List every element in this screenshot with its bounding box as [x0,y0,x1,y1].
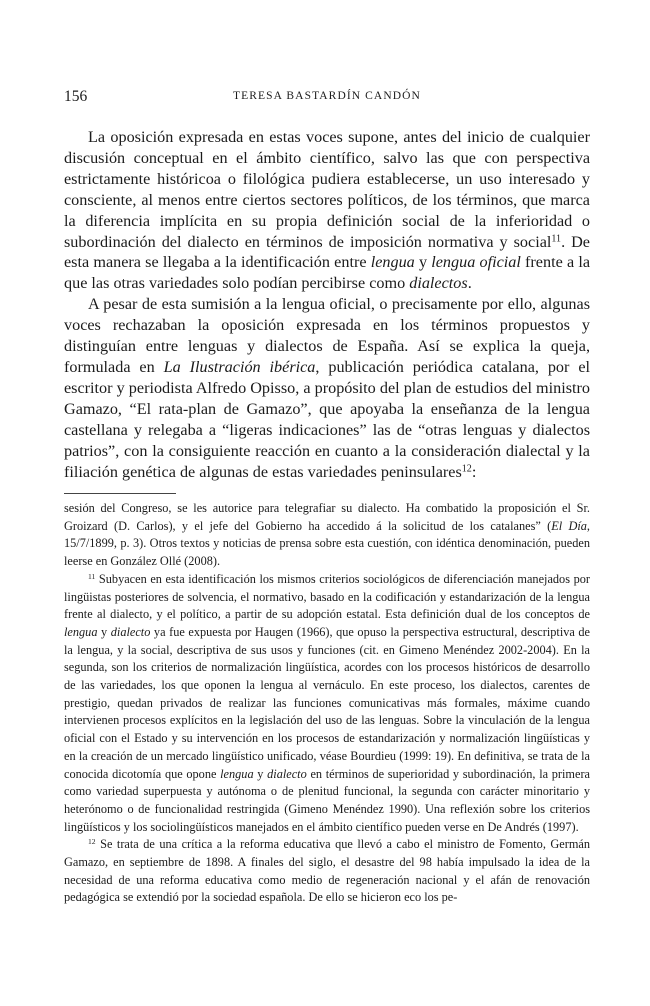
main-text [64,127,590,482]
footnote-number: 11 [88,571,96,581]
footnote-continuation: sesión del Congreso, se les autorice para telegrafiar su dialecto. Ha combatido la proposición el Sr. Groizard (D. Carlos), y el jefe del Gobierno ha accedido á la solicitud de los catalanes” (El Día, 15/7/1899, p. 3). Otros textos y noticias de prensa sobre esta cuestión, con idéntica denominación, pueden leerse en González Ollé (2008). [64,501,590,569]
footnote-ref-11[interactable]: 11 [551,233,562,245]
paragraph-1: La oposición expresada en estas voces supone, antes del inicio de cualquier discusión conceptual en el ámbito científico, salvo las que con perspectiva estrictamente históricoa o filológica pudiera establecerse, un uso interesado y consciente, al menos entre ciertos sectores políticos, de los términos, que marca la diferencia implícita en su propia definición social de la inferioridad o subordinación del dialecto en términos de imposición normativa y social$^{11}$. De esta manera se llegaba a la identificación entre lengua y lengua oficial frente a la que las otras variedades solo podían percibirse como dialectos. [64,128,591,293]
footnote-11: $^{11}$ Subyacen en esta identificación los mismos criterios sociológicos de diferenciación manejados por lingüistas posteriores de solvencia, el normativo, basado en la codificación y estandarización de la lengua frente al dialecto, y el político, a partir de su adopción estatal. Esta definición dual de los conceptos de lengua y dialecto ya fue expuesta por Haugen (1966), que opuso la perspectiva estructural, descriptiva de la lengua, y la social, descriptiva de sus usos y funciones (cit. en Gimeno Menéndez 2002-2004). En la segunda, son los criterios de normalización lingüística, acordes con los procesos históricos de desarrollo de las variedades, los que oponen la lengua al vernáculo. En este proceso, los dialectos, carentes de prestigio, quedan privados de realizar las funciones comunicativas más formales, máxime cuando intervienen procesos explícitos en la legislación del uso de las lenguas. Sobre la vinculación de la lengua oficial con el Estado y su intervención en los procesos de estandarización y normalización lingüísticas y en la creación de un mercado lingüístico unificado, véase Bourdieu (1999: 19). En definitiva, se trata de la conocida dicotomía que opone lengua y dialecto en términos de superioridad y subordinación, la primera como variedad superpuesta y autónoma o de plenitud funcional, la segunda con carácter minoritario y heterónomo o de funcionalidad restringida (Gimeno Menéndez 1990). Una reflexión sobre los criterios lingüísticos y los sociolingüísticos manejados en el ámbito científico pueden verse en De Andrés (1997). [64,571,591,834]
footnote-ref-12[interactable]: 12 [461,462,472,474]
page-number: 156 [64,88,88,105]
page-header [64,88,590,110]
running-head: TERESA BASTARDÍN CANDÓN [233,90,421,102]
footnotes [64,500,590,907]
footnote-12: $^{12}$ Se trata de una crítica a la reforma educativa que llevó a cabo el ministro de Fomento, Germán Gamazo, en septiembre de 1898. A finales del siglo, el desastre del 98 había impulsado la idea de la necesidad de una reforma educativa como medio de regeneración nacional y el afán de renovación pedagógica se extendió por la sociedad española. De ello se hicieron eco los pe- [64,837,590,905]
paragraph-2: A pesar de esta sumisión a la lengua oficial, o precisamente por ello, algunas voces rechazaban la oposición expresada en los términos propuestos y distinguían entre lenguas y dialectos de España. Así se explica la queja, formulada en La Ilustración ibérica, publicación periódica catalana, por el escritor y periodista Alfredo Opisso, a propósito del plan de estudios del ministro Gamazo, “El rata-plan de Gamazo”, que apoyaba la enseñanza de la lengua castellana y relegaba a “ligeras indicaciones” las de “otras lenguas y dialectos patrios”, con la consiguiente reacción en cuanto a la consideración dialectal y la filiación genética de algunas de estas variedades peninsulares$^{12}$: [64,295,590,481]
footnote-number: 12 [88,837,96,847]
footnote-separator [64,493,176,494]
